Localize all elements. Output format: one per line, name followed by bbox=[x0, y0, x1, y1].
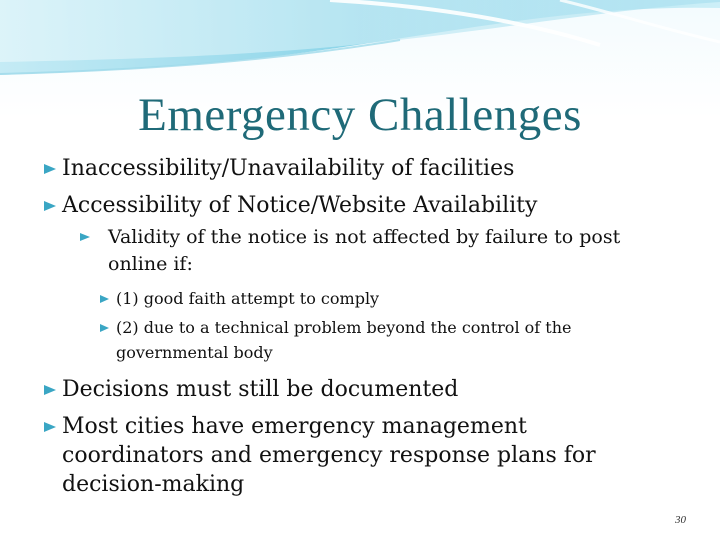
sub-bullet-item bbox=[94, 224, 694, 278]
triangle-bullet-icon bbox=[100, 295, 109, 303]
bullet-list bbox=[44, 154, 694, 509]
bullet-text: Decisions must still be documented bbox=[62, 377, 459, 402]
bullet-item-1 bbox=[44, 154, 694, 183]
triangle-bullet-icon bbox=[80, 233, 90, 241]
bullet-item-3 bbox=[44, 375, 694, 404]
bullet-text: Validity of the notice is not affected by failure to post online if: bbox=[108, 226, 621, 275]
triangle-bullet-icon bbox=[44, 164, 56, 174]
bullet-text: Accessibility of Notice/Website Availability bbox=[62, 193, 538, 218]
bullet-text: (1) good faith attempt to comply bbox=[116, 289, 380, 308]
triangle-bullet-icon bbox=[44, 385, 56, 395]
bullet-item-4 bbox=[44, 412, 622, 499]
bullet-text: Inaccessibility/Unavailability of facilities bbox=[62, 156, 515, 181]
slide-title: Emergency Challenges bbox=[138, 89, 582, 141]
bullet-text: (2) due to a technical problem beyond the control of the governmental body bbox=[116, 318, 572, 362]
triangle-bullet-icon bbox=[44, 201, 56, 211]
page-number: 30 bbox=[675, 514, 686, 526]
triangle-bullet-icon bbox=[44, 422, 56, 432]
sub-sub-bullet-item bbox=[116, 286, 694, 311]
sub-sub-bullet-item bbox=[116, 315, 694, 365]
bullet-item-2 bbox=[44, 191, 694, 220]
bullet-text: Most cities have emergency management coordinators and emergency response plans for decision-making bbox=[62, 414, 596, 497]
triangle-bullet-icon bbox=[100, 324, 109, 332]
